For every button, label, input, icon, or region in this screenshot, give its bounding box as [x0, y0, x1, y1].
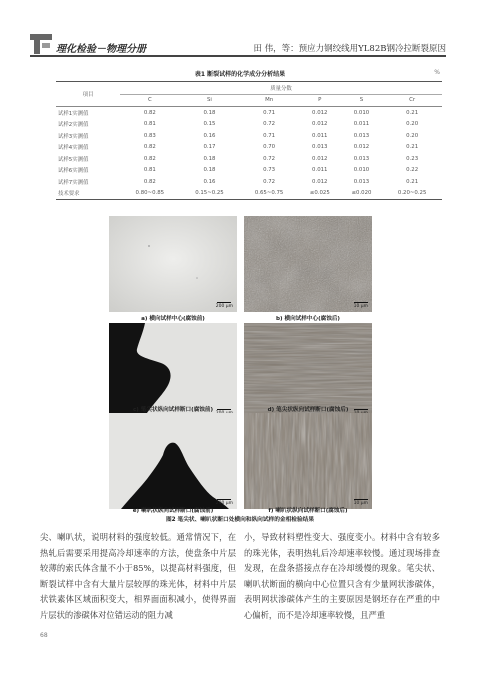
table-row-label: 试样5实测值 — [58, 156, 89, 163]
table-cell: 0.81 — [143, 167, 156, 174]
table-row-label: 试样6实测值 — [58, 168, 89, 175]
table-cell: 0.72 — [263, 121, 276, 128]
table-column-header: P — [299, 94, 341, 107]
body-right-column — [244, 530, 440, 624]
micrograph-f — [244, 413, 372, 509]
table-row-label: 试样7实测值 — [58, 179, 89, 186]
table-column-header: Si — [180, 94, 240, 107]
figure-caption: 图2 笔尖状、喇叭状断口处横向和纵向试样的金相检验结果 — [165, 517, 315, 523]
table-cell: ≤0.025 — [299, 188, 341, 200]
table-column-header: S — [341, 94, 383, 107]
micrograph-f-image — [244, 413, 372, 509]
table-cell: 0.22 — [406, 167, 419, 174]
scale-bar-a: 200 μm — [216, 302, 233, 309]
page-number: 68 — [40, 632, 48, 639]
table-header-fraction: 质量分数 — [120, 82, 442, 95]
table-cell: 0.82 — [143, 109, 156, 116]
scale-bar-f: 10 μm — [354, 499, 368, 506]
table-cell: 0.72 — [263, 178, 276, 185]
panel-caption-e: e) 喇叭状纵向试样断口(腐蚀前) — [132, 508, 214, 514]
table-cell: 0.16 — [203, 178, 216, 185]
table-row-label: 试样4实测值 — [58, 145, 89, 152]
table-cell: 0.012 — [312, 155, 328, 162]
table-column-header: C — [120, 94, 180, 107]
table-cell: 0.013 — [353, 155, 370, 162]
running-title: 田 伟，等：预应力钢绞线用YL82B钢冷拉断裂原因 — [253, 44, 446, 54]
panel-caption-d: d) 笔尖状纵向试样断口(腐蚀后) — [267, 407, 349, 413]
table-body — [56, 107, 442, 200]
table-unit: % — [434, 69, 440, 76]
micrograph-b — [244, 216, 372, 312]
table-column-header: Cr — [382, 94, 442, 107]
table-cell: 0.012 — [353, 144, 370, 151]
journal-logo — [30, 34, 52, 54]
table-cell: ≤0.020 — [341, 188, 383, 200]
journal-name: 理化检验－物理分册 — [56, 44, 146, 55]
scale-bar-b: 10 μm — [354, 302, 368, 309]
table-cell: 0.011 — [312, 132, 328, 139]
table-row — [56, 119, 442, 131]
table-cell: 0.18 — [203, 167, 216, 174]
panel-caption-f: f) 喇叭状纵向试样断口(腐蚀后) — [268, 508, 348, 514]
table-row-label: 技术要求 — [56, 188, 120, 200]
table-cell: 0.72 — [263, 155, 276, 162]
table-row — [56, 188, 442, 200]
table-row — [56, 153, 442, 165]
table-cell: 0.013 — [353, 132, 370, 139]
panel-caption-c: c) 笔尖状纵向试样断口(腐蚀前) — [132, 407, 214, 413]
micrograph-e-image — [109, 413, 237, 509]
table-cell: 0.80~0.85 — [120, 188, 180, 200]
table-cell: 0.010 — [353, 109, 370, 116]
table-cell: 0.70 — [263, 144, 276, 151]
table-cell: 0.21 — [406, 178, 419, 185]
table-caption: 表1 断裂试样的化学成分分析结果 — [194, 71, 286, 78]
table-cell: 0.82 — [143, 178, 156, 185]
body-left-text: 尖、喇叭状，说明材料的强度较低。通常情况下，在热轧后需要采用提高冷却速率的方法，使盘条中片层较薄的索氏体含量不小于85%，以提高材料强度，但断裂试样中含有大量片层较厚的珠光体，材料中片层状铁素体区域面积变大，相界面面积减小，使得界面片层状的渗碳体对位错运动的阻力减 — [40, 532, 236, 620]
body-left-column — [40, 530, 236, 624]
table-cell: 0.21 — [406, 109, 419, 116]
table-cell: 0.82 — [143, 155, 156, 162]
table-row — [56, 165, 442, 177]
table-row — [56, 142, 442, 154]
micrograph-a-image — [109, 216, 237, 312]
table-cell: 0.65~0.75 — [239, 188, 299, 200]
scale-bar-e: 200 μm — [216, 499, 233, 506]
table-cell: 0.013 — [353, 178, 370, 185]
table-row — [56, 176, 442, 188]
micrograph-a — [109, 216, 237, 312]
table-cell: 0.20 — [406, 132, 419, 139]
table-row — [56, 130, 442, 142]
table-cell: 0.011 — [312, 167, 328, 174]
table-cell: 0.71 — [263, 109, 276, 116]
table-column-header: Mn — [239, 94, 299, 107]
table-cell: 0.012 — [312, 109, 328, 116]
table-cell: 0.71 — [263, 132, 276, 139]
header-rule — [30, 55, 446, 57]
table-row-label: 试样2实测值 — [58, 122, 89, 129]
table-cell: 0.010 — [353, 167, 370, 174]
table-row — [56, 107, 442, 119]
table-header-item: 项目 — [56, 82, 120, 107]
table-cell: 0.18 — [203, 155, 216, 162]
table-cell: 0.012 — [312, 178, 328, 185]
panel-caption-a: a) 横向试样中心(腐蚀前) — [141, 316, 205, 322]
table-row-label: 试样1实测值 — [58, 110, 89, 117]
table-cell: 0.15~0.25 — [180, 188, 240, 200]
table-cell: 0.15 — [203, 121, 216, 128]
table-cell: 0.81 — [143, 121, 156, 128]
micrograph-e — [109, 413, 237, 509]
table-cell: 0.23 — [406, 155, 419, 162]
micrograph-b-image — [244, 216, 372, 312]
table-cell: 0.17 — [203, 144, 216, 151]
table-cell: 0.83 — [143, 132, 156, 139]
table-cell: 0.16 — [203, 132, 216, 139]
table-cell: 0.20~0.25 — [382, 188, 442, 200]
composition-table — [56, 81, 442, 200]
panel-caption-b: b) 横向试样中心(腐蚀后) — [276, 316, 340, 322]
body-right-text: 小，导致材料塑性变大、强度变小。材料中含有较多的珠光体，表明热轧后冷却速率较慢。通过现场排查发现，在盘条搭接点存在冷却缓慢的现象。笔尖状、喇叭状断面的横向中心位置只含有少量网状渗碳体，表明网状渗碳体产生的主要原因是钢坯存在严重的中心偏析，而不是冷却速率较慢，且严重 — [244, 532, 440, 620]
table-cell: 0.012 — [312, 121, 328, 128]
table-cell: 0.013 — [312, 144, 328, 151]
table-row-label: 试样3实测值 — [58, 133, 89, 140]
table-cell: 0.18 — [203, 109, 216, 116]
table-cell: 0.82 — [143, 144, 156, 151]
table-cell: 0.20 — [406, 121, 419, 128]
table-cell: 0.73 — [263, 167, 276, 174]
table-cell: 0.21 — [406, 144, 419, 151]
table-cell: 0.011 — [353, 121, 370, 128]
